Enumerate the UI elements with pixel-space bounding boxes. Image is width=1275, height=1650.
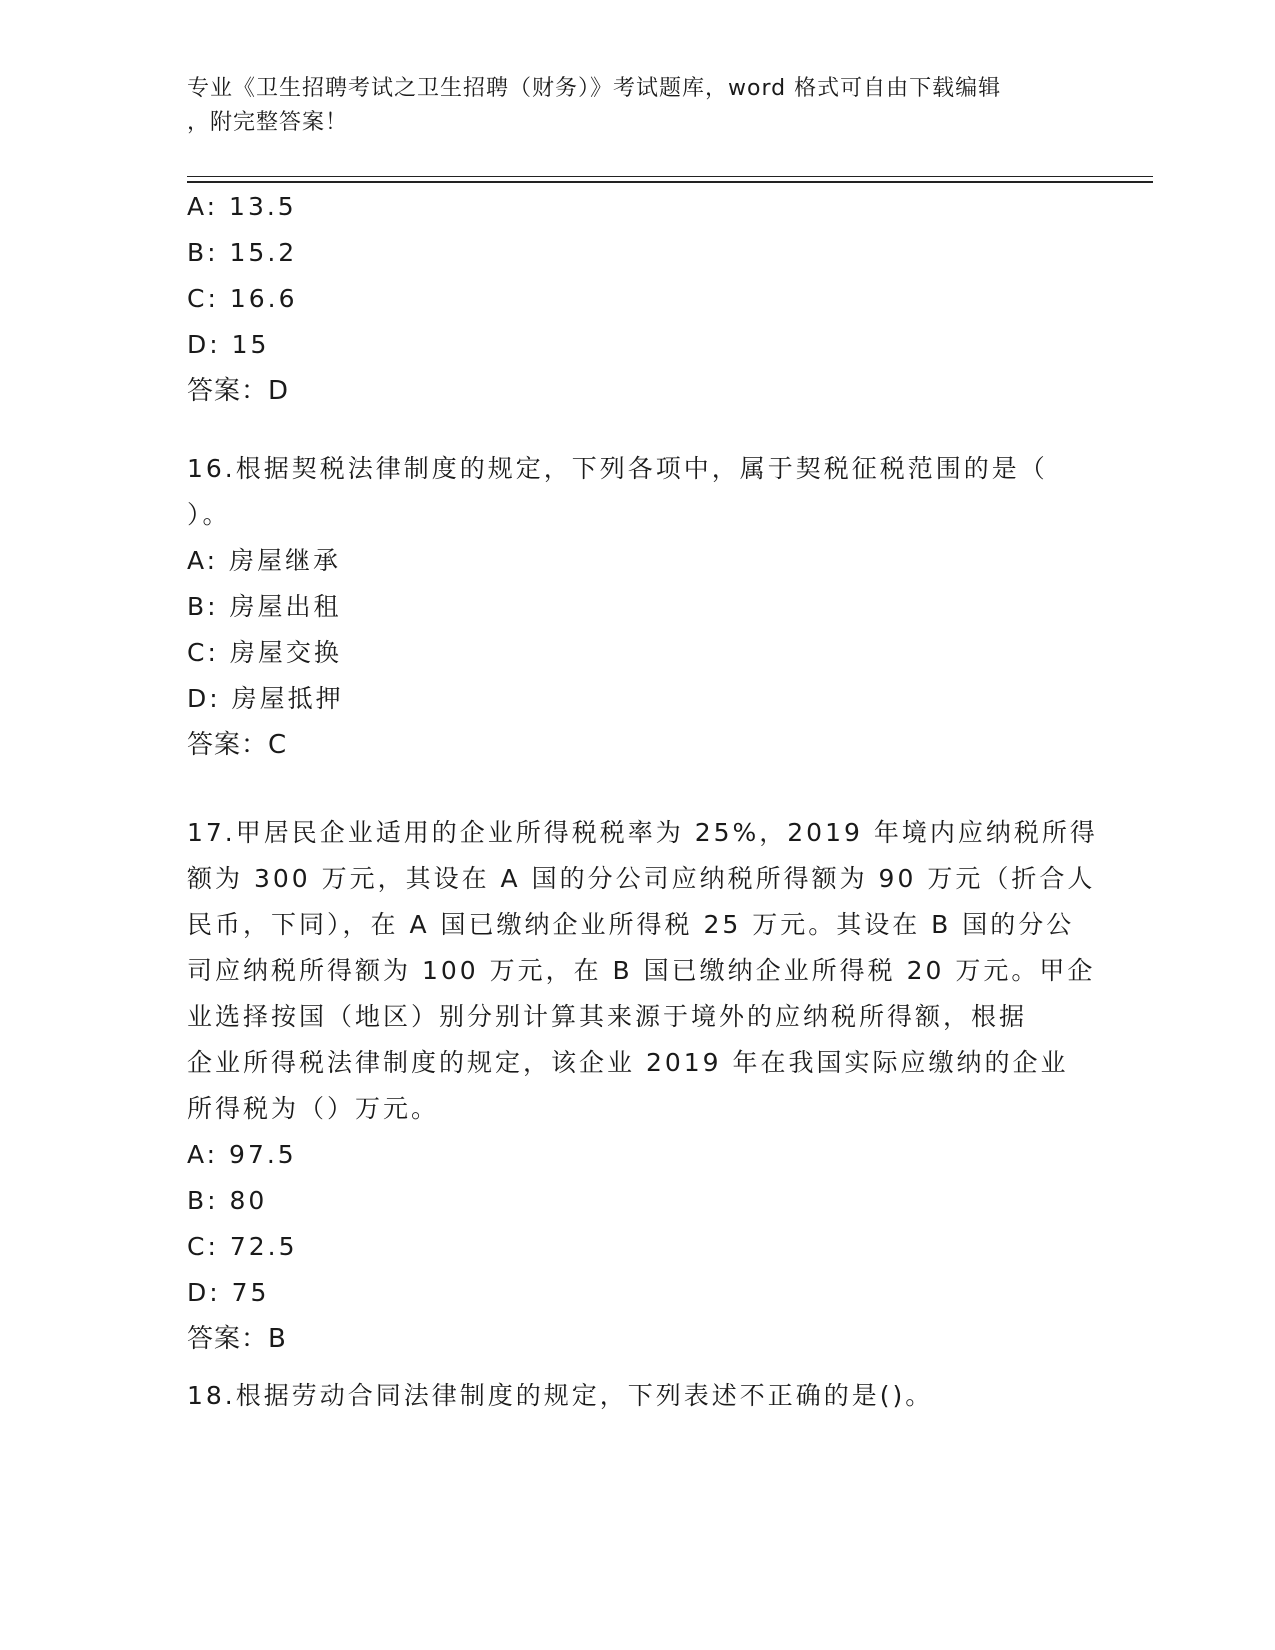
option-b: B: 15.2 bbox=[187, 238, 298, 267]
question-stem-line: 企业所得税法律制度的规定，该企业 2019 年在我国实际应缴纳的企业 bbox=[187, 1048, 1069, 1077]
question-18 bbox=[187, 1373, 1067, 1419]
option-c: C: 房屋交换 bbox=[187, 638, 342, 667]
answer-label: 答案：C bbox=[187, 730, 288, 760]
question-stem-line: 16.根据契税法律制度的规定，下列各项中，属于契税征税范围的是（ bbox=[187, 454, 1048, 483]
question-stem-line: 民币，下同），在 A 国已缴纳企业所得税 25 万元。其设在 B 国的分公 bbox=[187, 910, 1075, 939]
option-b: B: 80 bbox=[187, 1186, 268, 1215]
header-line-2: ，附完整答案！ bbox=[187, 110, 349, 135]
option-b: B: 房屋出租 bbox=[187, 592, 342, 621]
option-a: A: 13.5 bbox=[187, 192, 297, 221]
question-15 bbox=[187, 184, 1067, 414]
question-16 bbox=[187, 446, 1067, 768]
option-d: D: 75 bbox=[187, 1278, 270, 1307]
option-a: A: 房屋继承 bbox=[187, 546, 342, 575]
question-stem-line: 业选择按国（地区）别分别计算其来源于境外的应纳税所得额，根据 bbox=[187, 1002, 1028, 1031]
question-stem-line: ）。 bbox=[187, 500, 231, 529]
header-line-1: 专业《卫生招聘考试之卫生招聘（财务）》考试题库，word 格式可自由下载编辑 bbox=[187, 76, 1002, 101]
document-header bbox=[187, 72, 1067, 140]
option-d: D: 房屋抵押 bbox=[187, 684, 344, 713]
question-stem-line: 额为 300 万元，其设在 A 国的分公司应纳税所得额为 90 万元（折合人 bbox=[187, 864, 1096, 893]
option-c: C: 16.6 bbox=[187, 284, 298, 313]
question-stem-line: 司应纳税所得额为 100 万元，在 B 国已缴纳企业所得税 20 万元。甲企 bbox=[187, 956, 1096, 985]
option-a: A: 97.5 bbox=[187, 1140, 297, 1169]
question-stem-line: 17.甲居民企业适用的企业所得税税率为 25%，2019 年境内应纳税所得 bbox=[187, 818, 1098, 847]
answer-label: 答案：D bbox=[187, 376, 290, 406]
header-divider bbox=[187, 176, 1153, 183]
question-stem-line: 所得税为（）万元。 bbox=[187, 1094, 440, 1123]
option-c: C: 72.5 bbox=[187, 1232, 298, 1261]
option-d: D: 15 bbox=[187, 330, 270, 359]
question-stem-line: 18.根据劳动合同法律制度的规定，下列表述不正确的是()。 bbox=[187, 1381, 934, 1410]
answer-label: 答案：B bbox=[187, 1324, 287, 1354]
question-17 bbox=[187, 810, 1098, 1362]
